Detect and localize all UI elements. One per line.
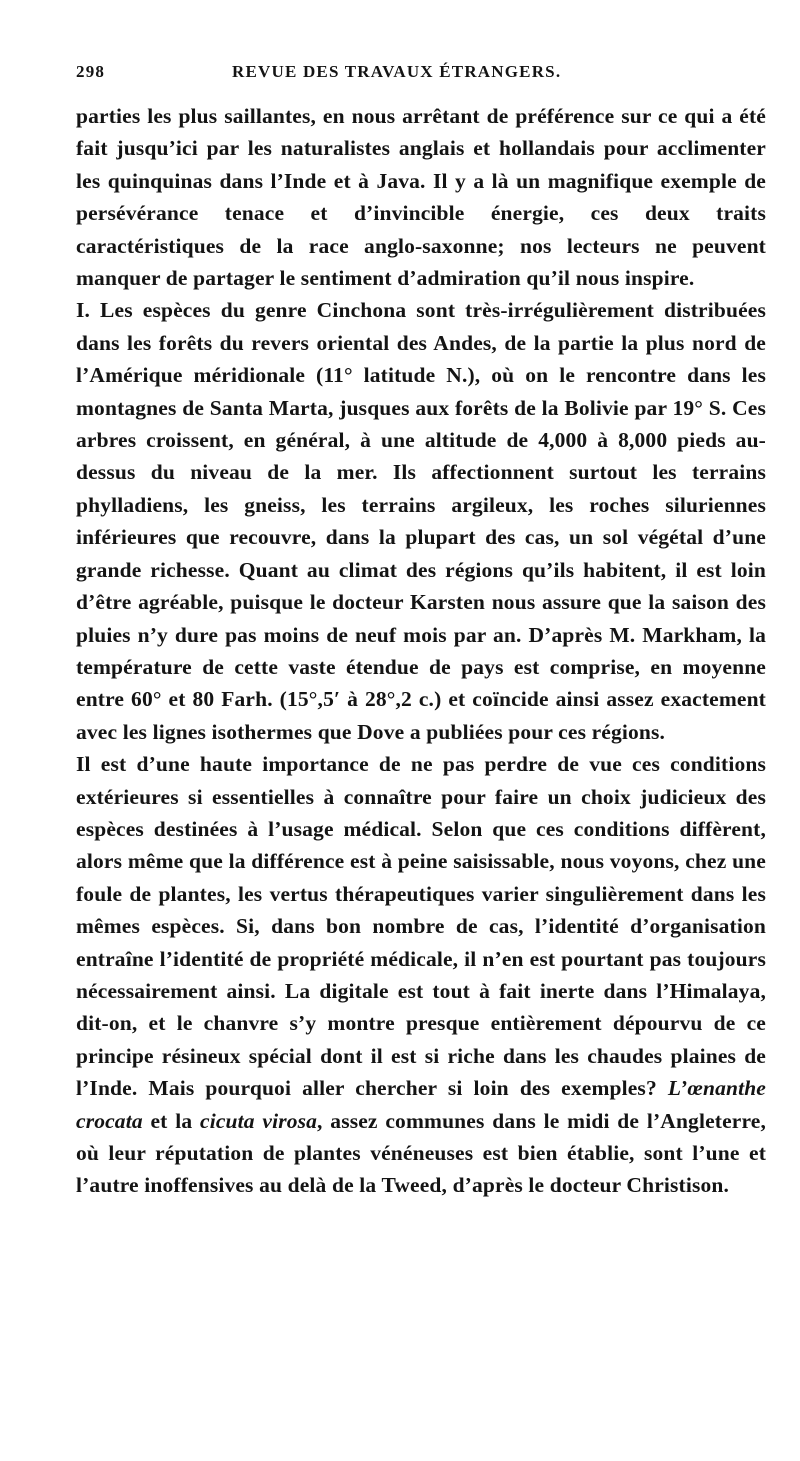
paragraph-importance <box>76 748 766 1202</box>
running-header <box>76 62 766 96</box>
species-name-cicuta: cicuta virosa <box>200 1108 318 1133</box>
connector-text: et la <box>150 1108 193 1133</box>
paragraph-section-one: I. Les espèces du genre Cinchona sont très-irrégulièrement distribuées dans les forêts du revers oriental des Andes, de la partie la plus nord de l’Amérique méridionale (11° latitude N.), où on le rencontre dans les montagnes de Santa Marta, jusques aux forêts de la Bolivie par 19° S. Ces arbres croissent, en général, à une altitude de 4,000 à 8,000 pieds au-dessus du niveau de la mer. Ils affectionnent surtout les terrains phylladiens, les gneiss, les terrains argileux, les roches siluriennes inférieures que recouvre, dans la plupart des cas, un sol végétal d’une grande richesse. Quant au climat des régions qu’ils habitent, il est loin d’être agréable, puisque le docteur Karsten nous assure que la saison des pluies n’y dure pas moins de neuf mois par an. D’après M. Markham, la température de cette vaste étendue de pays est comprise, en moyenne entre 60° et 80 Farh. (15°,5′ à 28°,2 c.) et coïncide ainsi assez exactement avec les lignes isothermes que Dove a publiées pour ces régions. <box>76 298 766 744</box>
page-number: 298 <box>76 62 106 81</box>
paragraph-importance-part2: , assez communes dans le midi de l’Angleterre, où leur réputation de plantes vénéneuses est bien établie, sont l’une et l’autre inoffensives au delà de la Tweed, d’après le docteur Christison. <box>76 1108 766 1198</box>
running-title: REVUE DES TRAVAUX ÉTRANGERS. <box>232 62 562 81</box>
body-text <box>76 100 766 1202</box>
species-name-oenanthe: L’œnanthe crocata <box>76 1076 766 1133</box>
document-page <box>76 62 766 1202</box>
paragraph-importance-part1: Il est d’une haute importance de ne pas perdre de vue ces conditions extérieures si essentielles à connaître pour faire un choix judicieux des espèces destinées à l’usage médical. Selon que ces conditions diffèrent, alors même que la différence est à peine saisissable, nous voyons, chez une foule de plantes, les vertus thérapeutiques varier singulièrement dans les mêmes espèces. Si, dans bon nombre de cas, l’identité d’organisation entraîne l’identité de propriété médicale, il n’en est pourtant pas toujours nécessairement ainsi. La digitale est tout à fait inerte dans l’Himalaya, dit-on, et le chanvre s’y montre presque entièrement dépourvu de ce principe résineux spécial dont il est si riche dans les chaudes plaines de l’Inde. Mais pourquoi aller chercher si loin des exemples? <box>76 752 766 1101</box>
paragraph-intro: parties les plus saillantes, en nous arrêtant de préférence sur ce qui a été fait jusqu’ici par les naturalistes anglais et hollandais pour acclimenter les quinquinas dans l’Inde et à Java. Il y a là un magnifique exemple de persévérance tenace et d’invincible énergie, ces deux traits caractéristiques de la race anglo-saxonne; nos lecteurs ne peuvent manquer de partager le sentiment d’admiration qu’il nous inspire. <box>76 104 766 291</box>
